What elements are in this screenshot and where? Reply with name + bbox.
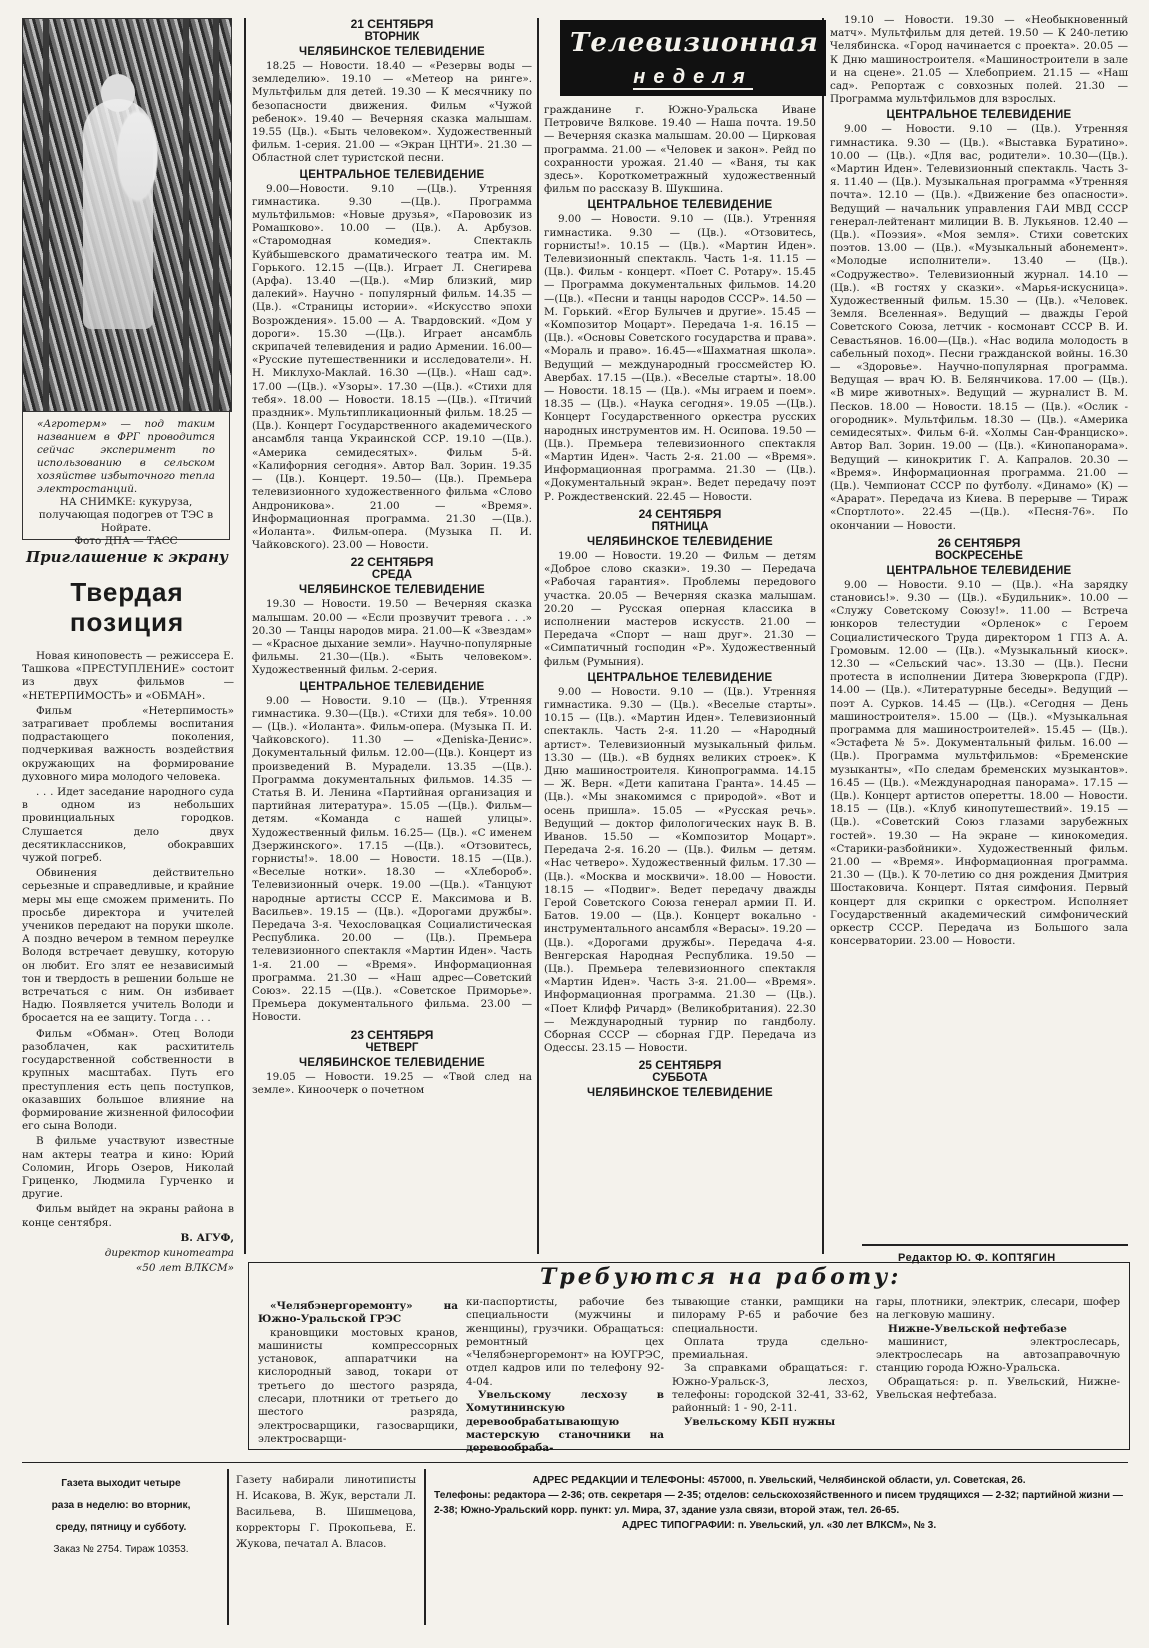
footer-order: Заказ № 2754. Тираж 10353. (53, 1544, 189, 1555)
day-name-26: ВОСКРЕСЕНЬЕ (935, 549, 1023, 562)
footer-print-address: АДРЕС ТИПОГРАФИИ: п. Увельский, ул. «30 лет ВЛКСМ», № 3. (621, 1520, 937, 1531)
jobs-column-3 (672, 1296, 868, 1444)
article-paragraph: Фильм выйдет на экраны района в конце сентября. (22, 1203, 234, 1229)
jobs-text: гары, плотники, электрик, слесари, шофер на легковую машину. (876, 1296, 1120, 1322)
jobs-text: Оплата труда сдельно-премиальная. (672, 1335, 868, 1362)
editor-signature: Редактор Ю. Ф. КОПТЯГИН (898, 1252, 1056, 1264)
article-title (22, 577, 232, 637)
program-listing: 9.00 — Новости. 9.10 — (Цв.). Утренняя гимнастика. 9.30 — (Цв.). «Отзовитесь, горнисты!». 10.15 — (Цв.). «Мартин Иден». Телевизионный спектакль. Часть 1-я. 11.15 — (Цв.). Фильм - концерт. «Поет С. Ротару». 15.45 — Программа документальных фильмов. 14.20 —(Цв.). «Песни и танцы народов СССР». 14.50 — М. Горький. «Егор Булычев и другие». 15.45 — «Композитор Моцарт». Передача 1-я. 16.15 — (Цв.). «Основы Советского государства и права». «Мораль и право». 16.45—«Шахматная школа». Ведущий — международный гроссмейстер Ю. Авербах. 17.15 —(Цв.). «Веселые старты». 18.00 — Новости. 18.15 — (Цв.). «Мы играем и поем». 18.35 — (Цв.). «Наука сегодня». 19.05 —(Цв.). Концерт Государственного оркестра русских народных инструментов им. Н. Осипова. 19.50 —(Цв.). Премьера телевизионного спектакля «Мартин Иден». Часть 2-я. 21.00 — «Время». Информационная программа. 21.30 — (Цв.). «Документальный экран». Ведет передачу поэт Р. Рождественский. 22.45 — Новости. (544, 213, 816, 503)
channel-central: ЦЕНТРАЛЬНОЕ ТЕЛЕВИДЕНИЕ (299, 680, 485, 693)
day-title-26: 26 СЕНТЯБРЯ (937, 535, 1021, 550)
day-name-25: СУББОТА (652, 1072, 708, 1085)
channel-chelyabinsk: ЧЕЛЯБИНСКОЕ ТЕЛЕВИДЕНИЕ (586, 535, 774, 548)
day-title-22: 22 СЕНТЯБРЯ (350, 555, 434, 570)
article-author-position: «50 лет ВЛКСМ» (135, 1262, 234, 1275)
jobs-column-2 (466, 1296, 664, 1455)
jobs-text: За справками обращаться: г. Южно-Уральск-3, лесхоз, телефоны: городской 32-41, 33-62, районный: 1 - 90, 2-11. (672, 1362, 868, 1415)
channel-central: ЦЕНТРАЛЬНОЕ ТЕЛЕВИДЕНИЕ (587, 671, 773, 684)
corn-photo (22, 18, 232, 412)
channel-central: ЦЕНТРАЛЬНОЕ ТЕЛЕВИДЕНИЕ (886, 564, 1072, 577)
jobs-column-4 (876, 1296, 1120, 1444)
program-listing: 18.25 — Новости. 18.40 — «Резервы воды — земледелию». 19.10 — «Метеор на ринге». Мультфильм для детей. 19.30 — К месячнику по безопасности движения. Фильм «Чужой ребенок». 19.40 — Вечерняя сказка малышам. 19.55 (Цв.). «Быть человеком». Художественный фильм. 1-серия. 21.00 — «Экран ЦНТИ». 21.30 — Областной слет туристской песни. (252, 60, 532, 165)
article-paragraph: Обвинения действительно серьезные и справедливые, и крайние меры мы еще сможем применить. По просьбе директора и учителей учеников передают на поруки школе. А поздно вечером в темном переулке Володя встречает девушку, которую он любит. Его злят ее независимый тон и твердость в решении больше не встречаться с ним. Он избивает Надю. Появляется учитель Володи и бросается на ее защиту. Тогда . . . (22, 867, 234, 1025)
article-paragraph: Фильм «Нетерпимость» затрагивает проблемы воспитания подрастающего поколения, подчеркивая важность воздействия окружающих на формирование духовного мира молодого человека. (22, 704, 234, 783)
column-divider (822, 18, 824, 1254)
footer-line: среду, пятницу и субботу. (55, 1522, 187, 1533)
program-listing: 19.00 — Новости. 19.20 — Фильм — детям «Доброе слово сказки». 19.30 — Передача «Рабочая гарантия». Проблемы передового участка. 20.05 — Вечерняя сказка малышам. 20.20 — Русская оперная классика в исполнении мастеров искусств. 21.00 — Передача «Спорт — наш друг». 21.30 — «Симпатичный господин «Р». Художественный фильм (Румыния). (544, 549, 816, 668)
jobs-title: Требуются на работу: (540, 1264, 902, 1290)
masthead-line2-wrap (562, 66, 824, 89)
tv-column-4 (830, 14, 1128, 1244)
jobs-employer: «Челябэнергоремонту» на Южно-Уральской ГРЭС (258, 1300, 458, 1326)
program-listing: 9.00 — Новости. 9.10 — (Цв.). Утренняя гимнастика. 9.30—(Цв.). «Стихи для тебя». 10.00 — (Цв.). «Иоланта». Фильм-опера. (Музыка П. И. Чайковского). 11.30 — «Деniska-Денис». Документальный фильм. 12.00—(Цв.). Концерт из произведений В. Мурадели. 13.35 —(Цв.). Программа документальных фильмов. 14.35 — Статья В. И. Ленина «Партийная организация и партийная литература». 15.05 —(Цв.). Фильм—детям. «Команда с нашей улицы». Художественный фильм. 16.25— (Цв.). «С именем Дзержинского». 17.15 —(Цв.). «Отзовитесь, горнисты!». 18.00 — Новости. 18.15 —(Цв.). «Веселые нотки». 18.30 — «Хлебороб». Телевизионный очерк. 19.00 —(Цв.). «Танцуют народные артисты СССР Е. Максимова и В. Васильев». 19.15 — (Цв.). «Дорогами дружбы». Передача 3-я. Чехословацкая Социалистическая Республика. 20.00 — (Цв.). Премьера телевизионного спектакля «Мартин Иден». Часть 1-я. 21.00 — «Время». Информационная программа. 21.30 — «Наш адрес—Советский Союз». 22.15 —(Цв.). «Советское Приморье». Премьера документального фильма. 23.00 —Новости. (252, 694, 532, 1024)
day-name-23: ЧЕТВЕРГ (365, 1041, 419, 1054)
jobs-text: тывающие станки, рамщики на пилораму Р-65 и рабочие без специальности. (672, 1296, 868, 1335)
day-name-21: ВТОРНИК (364, 31, 420, 43)
footer-staff (236, 1473, 416, 1553)
day-name-22: СРЕДА (371, 569, 413, 582)
jobs-employer: Увельскому КБП нужны (684, 1415, 836, 1428)
channel-central: ЦЕНТРАЛЬНОЕ ТЕЛЕВИДЕНИЕ (587, 199, 773, 212)
footer-addresses (434, 1473, 1124, 1533)
article-rubric: Приглашение к экрану (25, 548, 229, 566)
tv-column-3 (544, 104, 816, 1252)
article-paragraph: Новая киноповесть — режиссера Е. Ташкова «ПРЕСТУПЛЕНИЕ» состоит из двух фильмов — «НЕТЕРПИМОСТЬ» и «ОБМАН». (22, 650, 234, 702)
jobs-text: Обращаться: р. п. Увельский, Нижне-Увельская нефтебаза. (876, 1375, 1120, 1402)
program-listing: гражданине г. Южно-Уральска Иване Петровиче Вялкове. 19.40 — Наша почта. 19.50 — Вечерняя сказка малышам. 20.00 — Цирковая программа. 21.00 — «Человек и закон». Рейд по сохранности урожая. 21.40 — «Ваня, ты как здесь». Короткометражный художественный фильм по рассказу В. Шукшина. (544, 104, 816, 196)
footer-divider (227, 1469, 229, 1625)
day-title-24: 24 СЕНТЯБРЯ (638, 506, 722, 521)
article-body (22, 650, 234, 1450)
footer-staff-text: Газету набирали линотиписты Н. Исакова, В. Жук, верстали Л. Васильева, В. Шишмецова, корректоры Г. Прокопьева, Е. Жукова, печатал А. Власов. (236, 1475, 416, 1550)
program-listing: 19.30 — Новости. 19.50 — Вечерняя сказка малышам. 20.00 — «Если прозвучит тревога . . .» 20.30 — Танцы народов мира. 21.00—К «Звездам» — «Красное дыхание земли». Научно-популярные фильмы. 21.30—(Цв.). «Быть человеком». Художественный фильм. 2-серия. (252, 598, 532, 677)
jobs-text: машинист, электрослесарь, электрослесарь на автозаправочную станцию города Южно-Уральска. (876, 1335, 1120, 1375)
tv-column-2 (252, 14, 532, 1252)
jobs-employer: Нижне-Увельской нефтебазе (888, 1322, 1067, 1335)
day-title-21: 21 СЕНТЯБРЯ (350, 17, 434, 31)
article-title-line1: Твердая (70, 577, 184, 607)
corn-stalk-shape (183, 19, 189, 411)
column-divider (244, 18, 246, 1254)
program-listing: 19.05 — Новости. 19.25 — «Твой след на земле». Киноочерк о почетном (252, 1070, 532, 1096)
masthead-line2: неделя (633, 66, 753, 88)
day-title-23: 23 СЕНТЯБРЯ (350, 1027, 434, 1042)
footer-line: раза в неделю: во вторник, (51, 1500, 191, 1511)
jobs-text: крановщики мостовых кранов, машинисты компрессорных установок, аппаратчики на кислородный завод, токари от третьего до шестого разряда, слесари, плотники от третьего до шестого разряда, электросварщики, газосварщики, электросварщи- (258, 1326, 458, 1445)
caption-text: «Агротерм» — под таким названием в ФРГ проводится сейчас эксперимент по использованию в сельском хозяйстве избыточного тепла электростанций. (37, 418, 215, 495)
footer-phones: Телефоны: редактора — 2-36; отв. секретаря — 2-35; отделов: сельскохозяйственного и писем трудящихся — 2-32; партийной жизни — 2-38; Южно-Уральский корр. пункт: ул. Мира, 37, здание узла связи, второй этаж, тел. 26-65. (434, 1490, 1123, 1516)
editor-rule (862, 1244, 1128, 1246)
corn-stalk-shape (43, 19, 49, 411)
channel-chelyabinsk: ЧЕЛЯБИНСКОЕ ТЕЛЕВИДЕНИЕ (298, 584, 486, 597)
day-title-25: 25 СЕНТЯБРЯ (638, 1058, 722, 1073)
footer-schedule (22, 1473, 220, 1561)
corn-stalk-shape (213, 19, 219, 411)
newspaper-footer (22, 1462, 1128, 1633)
person-figure-shape (83, 99, 153, 329)
jobs-text: ки-паспортисты, рабочие без специальности (мужчины и женщины), грузчики. Обращаться: ремонтный цех «Челябэнергоремонт» на ЮУГРЭС, отдел кадров или по телефону 92-4-04. (466, 1296, 664, 1388)
footer-editorial-address: АДРЕС РЕДАКЦИИ И ТЕЛЕФОНЫ: 457000, п. Увельский, Челябинской области, ул. Советская, 26. (532, 1475, 1026, 1486)
jobs-employer: Увельскому лесхозу в Хомутининскую деревообрабатывающую мастерскую станочники на деревообраба- (466, 1389, 664, 1455)
jobs-column-1 (258, 1300, 458, 1444)
masthead-line1: Телевизионная (570, 28, 819, 58)
channel-central: ЦЕНТРАЛЬНОЕ ТЕЛЕВИДЕНИЕ (886, 109, 1072, 122)
article-paragraph: Фильм «Обман». Отец Володи разоблачен, как расхититель государственной собственности в крупных масштабах. Путь его преступления есть цепь поступков, оказавших большое влияние на формирование жизненной философии его сына Володи. (22, 1027, 234, 1133)
program-listing: 9.00—Новости. 9.10 —(Цв.). Утренняя гимнастика. 9.30 —(Цв.). Программа мультфильмов: «Новые друзья», «Паровозик из Ромашково». 10.00 — (Цв.). А. Арбузов. «Старомодная комедия». Спектакль Куйбышевского драматического театра им. М. Горького. 12.15 —(Цв.). Играет Л. Снегирева (Арфа). 13.40 —(Цв.). «Мир близкий, мир далекий». Научно - популярный фильм. 14.35 —(Цв.). «Страницы истории». «Искусство эпохи Возрождения». 15.00 — А. Твардовский. «Дом у дороги». 15.30 —(Цв.). Играет ансамбль скрипачей телевидения и радио Армении. 16.00— «Русские путешественники и исследователи». Н. Н. Миклухо-Маклай. 16.30 —(Цв.). «Наш сад». 17.00 —(Цв.). «Узоры». 17.30 —(Цв.). «Стихи для тебя». 18.00 — Новости. 18.15 —(Цв.). «Птичий праздник». Мультипликационный фильм. 18.25 —(Цв.). Концерт Государственного академического ансамбля танца Украинской ССР. 19.10 —(Цв.). «Америка семидесятых». Фильм 5-й. «Калифорния сегодня». Автор Вал. Зорин. 19.35 — (Цв.). Концерт. 19.50— (Цв.). Премьера телевизионного художественного фильма «Слово Андроникова». 21.00 — «Время». Информационная программа. 21.30 —(Цв.). «Иоланта». Фильм-опера. (Музыка П. И. Чайковского). 23.00 — Новости. (252, 182, 532, 552)
article-author: В. АГУФ, (180, 1231, 234, 1244)
channel-chelyabinsk: ЧЕЛЯБИНСКОЕ ТЕЛЕВИДЕНИЕ (298, 46, 486, 58)
column-divider (537, 18, 539, 1254)
footer-divider (424, 1469, 426, 1625)
caption-credit: Фото ДПА — ТАСС (74, 535, 178, 547)
article-paragraph: В фильме участвуют известные нам актеры театра и кино: Юрий Соломин, Игорь Озеров, Николай Гриценко, Людмила Гурченко и другие. (22, 1135, 234, 1201)
article-paragraph: . . . Идет заседание народного суда в одном из небольших провинциальных городков. Слушается дело двух десятиклассников, обокравших чужой погреб. (22, 786, 234, 865)
article-author-position: директор кинотеатра (104, 1246, 234, 1259)
channel-central: ЦЕНТРАЛЬНОЕ ТЕЛЕВИДЕНИЕ (299, 168, 485, 181)
footer-line: Газета выходит четыре (61, 1478, 181, 1489)
program-listing: 9.00 — Новости. 9.10 — (Цв.). «На зарядку становись!». 9.30 — (Цв.). «Будильник». 10.00 — «Служу Советскому Союзу!». 11.00 — Встреча юнкоров телестудии «Орленок» с Героем Социалистического Труда директором 1 ГПЗ А. А. Громовым. 12.00 — (Цв.). «Музыкальный киоск». 12.30 — «Сельский час». 13.30 — (Цв.). Песни протеста в исполнении Дитера Зюверкропа (ГДР). 14.00 — (Цв.). «Литературные беседы». Ведущий — поэт А. Сурков. 14.45 — (Цв.). «Сегодня — День машиностроителя». 15.00 — (Цв.). «Музыкальная программа для машиностроителей». 15.45 — (Цв.). «Эстафета № 5». Документальный фильм. 16.00 — (Цв.). Программа мультфильмов: «Бременские музыканты», «По следам бременских музыкантов». 16.45 — (Цв.). «Международная панорама». 17.15 — (Цв.). Концерт артистов оперетты. 18.00 — Новости. 18.15 — (Цв.). «Клуб кинопутешествий». 19.15 — (Цв.). «Советский Союз глазами зарубежных гостей». 19.30 — На экране — кинокомедия. «Старики-разбойники». Художественный фильм. 21.00 — «Время». Информационная программа. 21.30 — (Цв.). К 70-летию со дня рождения Дмитрия Шостаковича. Концерт. Пятая симфония. Первый концерт для скрипки с оркестром. Исполняет Государственный академический симфонический оркестр СССР. Передача из Большого зала консерватории. 23.00 — Новости. (830, 578, 1128, 948)
article-title-line2: позиция (69, 607, 185, 637)
program-listing: 19.10 — Новости. 19.30 — «Необыкновенный матч». Мультфильм для детей. 19.50 — К 240-летию Челябинска. «Город начинается с проекта». 20.05 — К Дню машиностроителя. «Машиностроители в зале и на сцене». 21.05 — Хлебоприем. 21.15 — «Наш сад». Репортаж с совхозных полей. 21.30 — Программа мультфильмов для взрослых. (830, 14, 1128, 106)
program-listing: 9.00 — Новости. 9.10 — (Цв.). Утренняя гимнастика. 9.30 — (Цв.). «Выставка Буратино». 10.00 — (Цв.). «Для вас, родители». 10.30—(Цв.). «Мартин Иден». Телевизионный спектакль. Часть 3-я. 11.40 — (Цв.). Музыкальная программа «Утренняя почта». 12.10 — (Цв.). «Движение без опасности». Ведущий — начальник управления ГАИ МВД СССР генерал-лейтенант милиции В. В. Лукьянов. 12.40 — (Цв.). «Поэзия». «Моя земля». Стихи советских поэтов. 13.00 — (Цв.). «Музыкальный абонемент». «Молодые исполнители». 13.40 — (Цв.). «Содружество». Телевизионный журнал. 14.10 — (Цв.). «В гостях у сказки». «Марья-искусница». Художественный фильм. 15.30 — (Цв.). «Человек. Земля. Вселенная». Ведущий — дважды Герой Советского Союза, летчик - космонавт СССР В. И. Севастьянов. 16.00—(Цв.). «Нас водила молодость в сабельный поход». Песни гражданской войны. 16.30 — «Здоровье». Научно-популярная программа. Ведущая — врач Ю. В. Белянчикова. 17.00 — (Цв.). «В мире животных». Ведущий — журналист В. М. Песков. 18.00 — Новости. 18.15 — (Цв.). «Ослик - огородник». Мультфильм. 18.30 — (Цв.). «Америка семидесятых». Фильм 6-й. «Холмы Сан-Франциско». Автор Вал. Зорин. 19.00 — (Цв.). «Кинопанорама». Ведущий — кинокритик Г. А. Капралов. 20.30 — «Время». Информационная программа. 21.00 — (Цв.). Чемпионат СССР по футболу. «Динамо» (К) — «Арарат». Передача из Киева. В перерыве — Тираж «Спортлото». 22.45 —(Цв.). «Песня-76». По окончании — Новости. (830, 123, 1128, 532)
channel-chelyabinsk: ЧЕЛЯБИНСКОЕ ТЕЛЕВИДЕНИЕ (298, 1056, 486, 1069)
tv-week-masthead (560, 20, 826, 96)
caption-na-snimke: НА СНИМКЕ: кукуруза, получающая подогрев от ТЭС в Нойрате. (38, 496, 214, 534)
day-name-24: ПЯТНИЦА (651, 520, 709, 533)
program-listing: 9.00 — Новости. 9.10 — (Цв.). Утренняя гимнастика. 9.30 — (Цв.). «Веселые старты». 10.15 — (Цв.). «Мартин Иден». Телевизионный спектакль. Часть 2-я. 11.20 — «Народный артист». Телевизионный музыкальный фильм. 13.30 — (Цв.). «В буднях великих строек». К Дню машиностроителя. Кинопрограмма. 14.15 — Ж. Верн. «Дети капитана Гранта». 14.45 — (Цв.). «Мы знакомимся с природой». «Вот и осень пришла». 15.05 — «Русская речь». Ведущий — доктор филологических наук В. В. Иванов. 15.50 — «Композитор Моцарт». Передача 2-я. 16.20 — (Цв.). Фильм — детям. «Нас четверо». Художественный фильм. 17.30 — (Цв.). «Москва и москвичи». 18.00 — Новости. 18.15 — «Подвиг». Ведет передачу дважды Герой Советского Союза генерал армии П. И. Батов. 19.00 — (Цв.). Концерт вокально - инструментального ансамбля «Верасы». 19.20 — (Цв.). «Дорогами дружбы». Передача 4-я. Венгерская Народная Республика. 19.50 — (Цв.). Премьера телевизионного спектакля «Мартин Иден». Часть 3-я. 21.00— «Время». Информационная программа. 21.30 — (Цв.). «Поет Клифф Ричард» (Великобритания). 22.30 — Международный турнир по гандболу. Сборная СССР — сборная ГДР. Передача из Одессы. 23.15 — Новости. (544, 685, 816, 1055)
photo-caption (22, 410, 230, 547)
channel-chelyabinsk: ЧЕЛЯБИНСКОЕ ТЕЛЕВИДЕНИЕ (586, 1087, 774, 1100)
